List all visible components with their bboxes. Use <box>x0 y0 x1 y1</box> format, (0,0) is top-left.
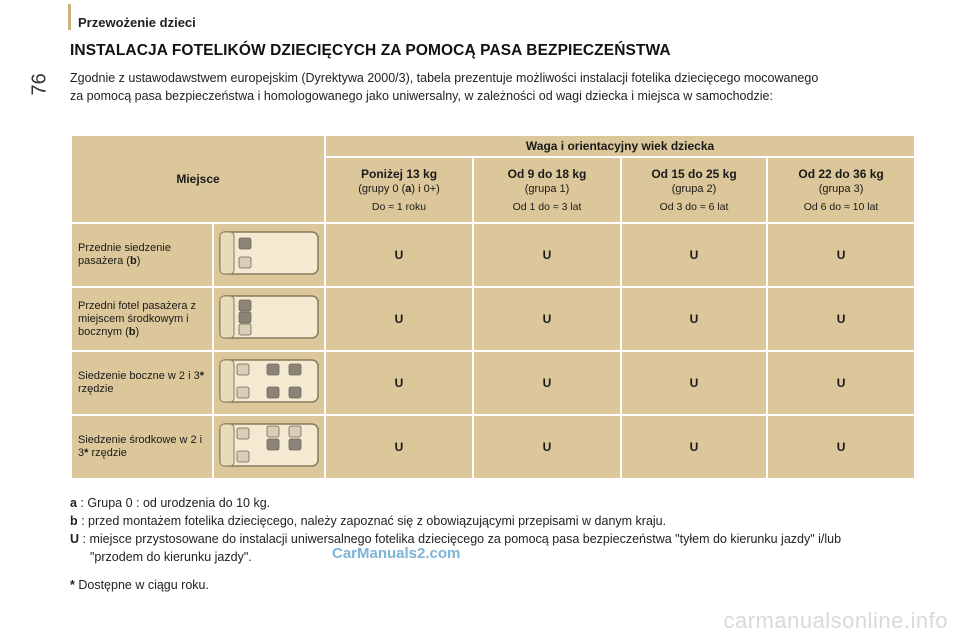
suitability-mark: U <box>767 223 915 287</box>
table-row <box>71 223 915 287</box>
group-subtitle: (grupy 0 (a) i 0+) <box>358 183 440 195</box>
suitability-mark: U <box>767 287 915 351</box>
group-header-3 <box>621 157 767 223</box>
watermark-carmanualsonline: carmanualsonline.info <box>723 608 948 633</box>
front-passenger-seat-diagram <box>213 223 325 287</box>
seat-table <box>70 134 916 480</box>
group-header-2 <box>473 157 621 223</box>
suitability-mark: U <box>473 223 621 287</box>
group-subtitle: (grupa 1) <box>524 183 570 195</box>
suitability-mark: U <box>621 351 767 415</box>
footnote-u: U : miejsce przystosowane do instalacji uniwersalnego fotelika dziecięcego za pomocą pasa bezpieczeństwa "tyłem do kierunku jazdy" i/lub <box>70 532 842 546</box>
group-subtitle: (grupa 2) <box>671 183 717 195</box>
footnote-u-continued: "przodem do kierunku jazdy". <box>90 550 252 564</box>
seat-position-label: Przednie siedzenie pasażera (b) <box>71 223 213 287</box>
group-age: Od 3 do ≈ 6 lat <box>659 201 729 213</box>
footnote-a: a : Grupa 0 : od urodzenia do 10 kg. <box>70 496 271 510</box>
suitability-mark: U <box>325 415 473 479</box>
group-title: Poniżej 13 kg <box>361 167 438 181</box>
suitability-mark: U <box>473 351 621 415</box>
group-age: Od 6 do ≈ 10 lat <box>803 201 879 213</box>
group-header-4 <box>767 157 915 223</box>
middle-rear-seats-diagram <box>213 415 325 479</box>
group-title: Od 22 do 36 kg <box>798 167 884 181</box>
footnote-b: b : przed montażem fotelika dziecięcego, należy zapoznać się z obowiązującymi przepisami w danym kraju. <box>70 514 667 528</box>
suitability-mark: U <box>767 351 915 415</box>
seat-position-label: Przedni fotel pasażera z miejscem środkowym i bocznym (b) <box>71 287 213 351</box>
page-number: 76 <box>28 73 51 96</box>
group-subtitle: (grupa 3) <box>818 183 864 195</box>
seat-position-label: Siedzenie środkowe w 2 i 3* rzędzie <box>71 415 213 479</box>
intro-paragraph: Zgodnie z ustawodawstwem europejskim (Dyrektywa 2000/3), tabela prezentuje możliwości instalacji fotelika dziecięcego mocowanego za pomocą pasa bezpieczeństwa i homologowanego jako uniwersalny, w zależności od wagi dziecka i miejsca w samochodzie: <box>70 71 819 103</box>
page-title: INSTALACJA FOTELIKÓW DZIECIĘCYCH ZA POMOCĄ PASA BEZPIECZEŃSTWA <box>70 42 671 59</box>
footnote-star: * Dostępne w ciągu roku. <box>70 578 209 592</box>
group-age: Do ≈ 1 roku <box>371 201 427 213</box>
seat-position-label: Siedzenie boczne w 2 i 3* rzędzie <box>71 351 213 415</box>
suitability-mark: U <box>621 415 767 479</box>
suitability-mark: U <box>473 415 621 479</box>
table-row <box>71 287 915 351</box>
table-row <box>71 415 915 479</box>
suitability-mark: U <box>325 287 473 351</box>
suitability-mark: U <box>621 287 767 351</box>
suitability-mark: U <box>325 351 473 415</box>
place-header: Miejsce <box>71 135 325 223</box>
table-row <box>71 351 915 415</box>
suitability-mark: U <box>473 287 621 351</box>
section-accent-bar <box>68 4 71 30</box>
section-title: Przewożenie dzieci <box>78 15 196 30</box>
group-age: Od 1 do ≈ 3 lat <box>512 201 582 213</box>
suitability-mark: U <box>325 223 473 287</box>
front-bench-seat-diagram <box>213 287 325 351</box>
weight-header: Waga i orientacyjny wiek dziecka <box>325 135 915 157</box>
group-header-1 <box>325 157 473 223</box>
group-title: Od 15 do 25 kg <box>651 167 737 181</box>
suitability-mark: U <box>621 223 767 287</box>
watermark-carmanuals: CarManuals2.com <box>332 545 461 562</box>
suitability-mark: U <box>767 415 915 479</box>
group-title: Od 9 do 18 kg <box>507 167 587 181</box>
footnotes <box>70 494 930 566</box>
side-rear-seats-diagram <box>213 351 325 415</box>
